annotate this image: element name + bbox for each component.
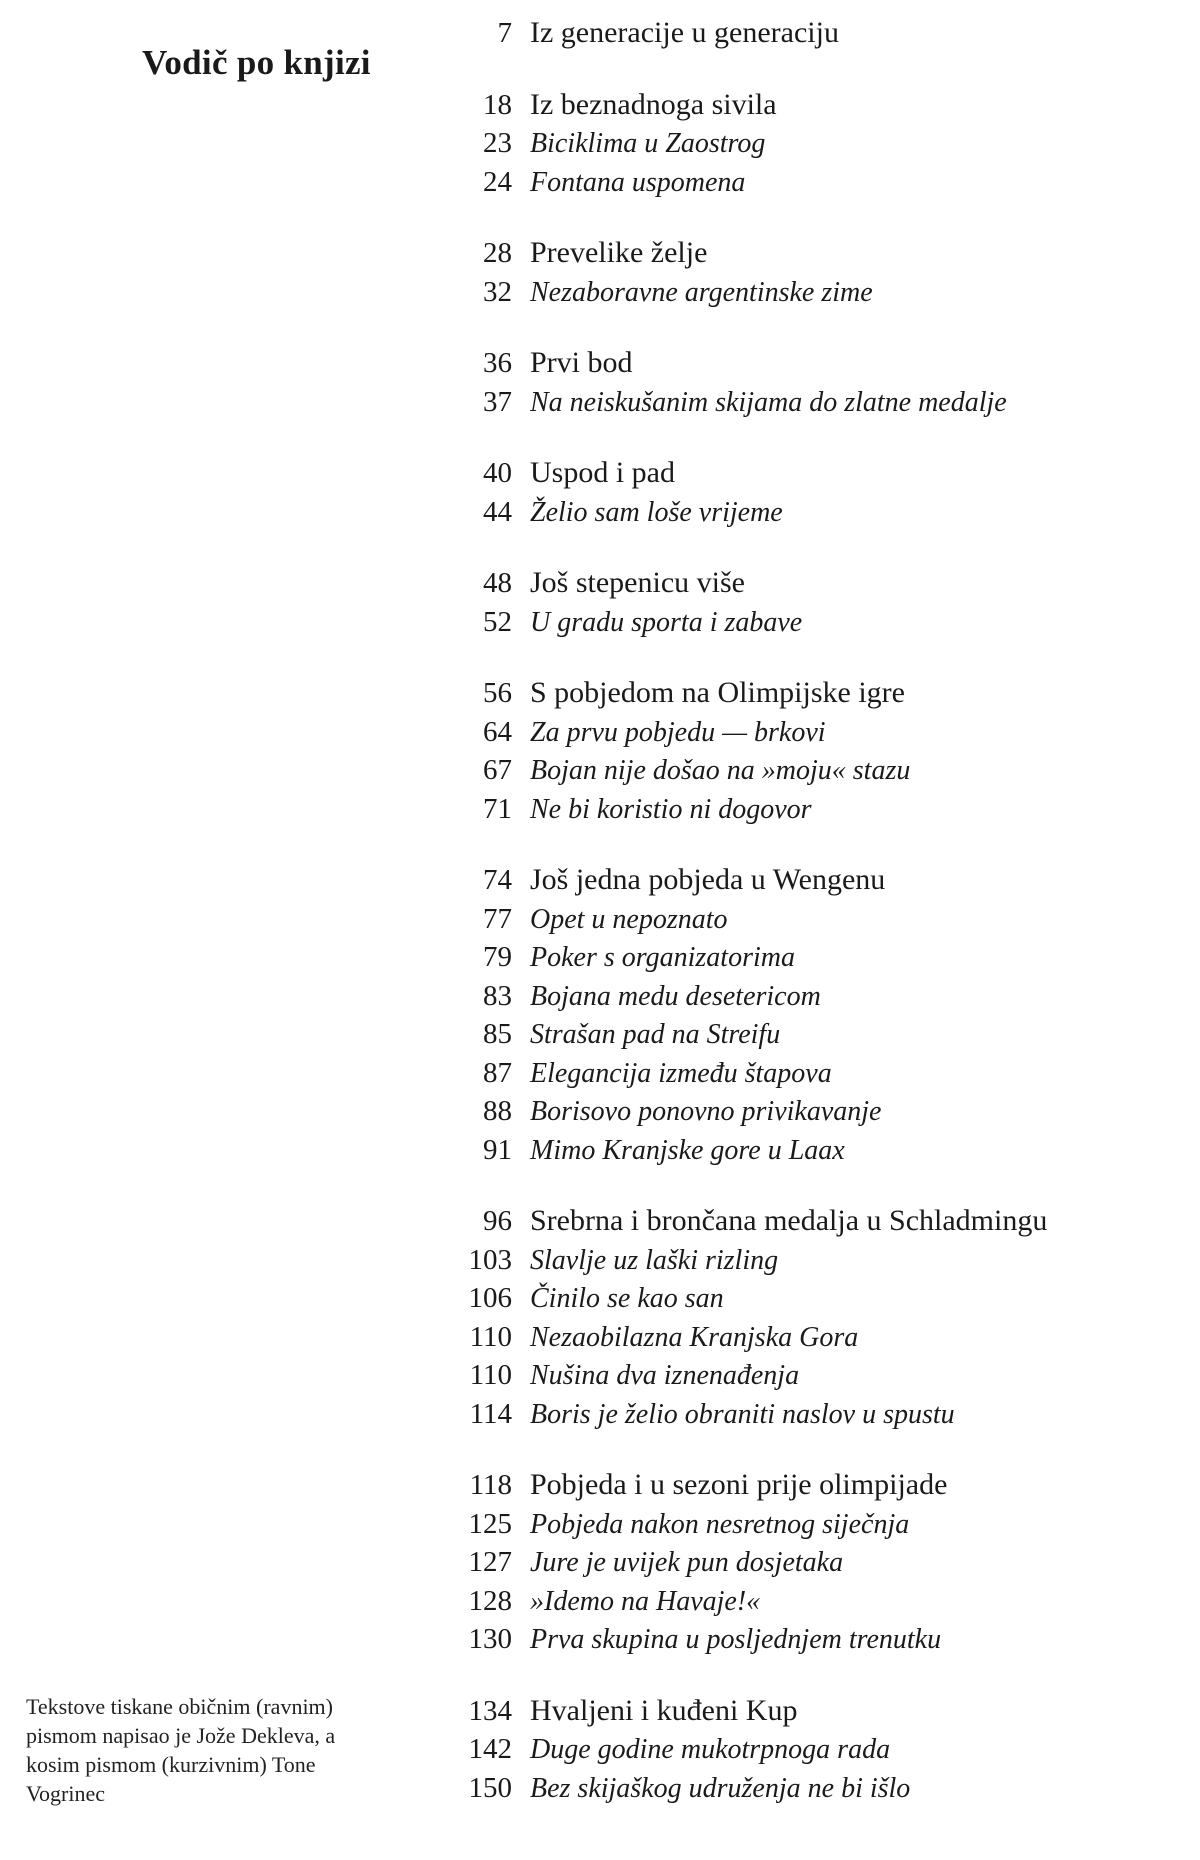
toc-group xyxy=(440,86,1180,202)
page-title: Vodič po knjizi xyxy=(142,43,371,83)
toc-entry xyxy=(440,1279,1180,1318)
toc-page-number: 103 xyxy=(468,1243,512,1276)
toc-entry xyxy=(440,900,1180,939)
toc-page-number: 67 xyxy=(483,754,512,786)
toc-entry-title: Strašan pad na Streifu xyxy=(530,1019,781,1050)
toc-entry-title: Bojana medu desetericom xyxy=(530,980,821,1012)
toc-entry-title: Elegancija između štapova xyxy=(530,1057,832,1089)
toc-entry xyxy=(440,86,1180,125)
toc-entry-title: Biciklima u Zaostrog xyxy=(530,128,766,159)
toc-page-number: 24 xyxy=(483,165,512,198)
toc-entry-title: Još jedna pobjeda u Wengenu xyxy=(530,863,886,896)
toc-entry xyxy=(440,564,1180,603)
toc-page-number: 127 xyxy=(468,1546,512,1578)
toc-page-number: 130 xyxy=(468,1623,512,1655)
toc-group xyxy=(440,454,1180,531)
toc-entry xyxy=(440,383,1180,422)
toc-entry xyxy=(440,1054,1180,1093)
toc-entry-title: Za prvu pobjedu — brkovi xyxy=(530,716,826,748)
toc-entry-title: Pobjeda i u sezoni prije olimpijade xyxy=(530,1468,948,1501)
toc-page-number: 150 xyxy=(468,1771,512,1804)
toc-group xyxy=(440,564,1180,641)
toc-entry-title: Hvaljeni i kuđeni Kup xyxy=(530,1693,798,1727)
toc-page-number: 23 xyxy=(483,127,512,159)
toc-entry xyxy=(440,1692,1180,1731)
toc-entry-title: Bez skijaškog udruženja ne bi išlo xyxy=(530,1772,911,1804)
toc-entry-title: Još stepenicu više xyxy=(530,566,745,599)
toc-entry xyxy=(440,1769,1180,1808)
toc-entry-title: Nušina dva iznenađenja xyxy=(530,1360,800,1391)
toc-entry-title: Činilo se kao san xyxy=(530,1283,724,1314)
toc-entry-title: S pobjedom na Olimpijske igre xyxy=(530,676,905,709)
toc-page-number: 79 xyxy=(483,941,512,973)
toc-entry-title: Ne bi koristio ni dogovor xyxy=(530,793,812,825)
toc-entry xyxy=(440,273,1180,312)
toc-entry xyxy=(440,1620,1180,1659)
toc-page-number: 74 xyxy=(483,864,512,896)
toc-group xyxy=(440,1466,1180,1659)
toc-entry xyxy=(440,1730,1180,1769)
toc-entry-title: »Idemo na Havaje!« xyxy=(530,1585,761,1617)
toc-entry xyxy=(440,713,1180,752)
toc-page-number: 125 xyxy=(468,1507,512,1540)
toc-entry-title: Prevelike želje xyxy=(530,236,708,269)
toc-entry xyxy=(440,14,1180,53)
toc-entry xyxy=(440,1318,1180,1357)
toc-page-number: 83 xyxy=(483,979,512,1012)
toc-page-number: 142 xyxy=(468,1733,512,1765)
toc-group xyxy=(440,1202,1180,1433)
toc-entry-title: Borisovo ponovno privikavanje xyxy=(530,1096,882,1127)
toc-entry xyxy=(440,124,1180,163)
toc-entry xyxy=(440,674,1180,713)
toc-page-number: 91 xyxy=(483,1133,512,1166)
credits-note xyxy=(26,1692,446,1808)
toc-page-number: 32 xyxy=(483,275,512,308)
toc-entry xyxy=(440,344,1180,383)
toc-page-number: 96 xyxy=(483,1205,512,1237)
toc-page-number: 64 xyxy=(483,715,512,748)
toc-page-number: 37 xyxy=(483,385,512,418)
toc-entry xyxy=(440,1582,1180,1621)
toc-page-number: 44 xyxy=(483,495,512,528)
toc-entry xyxy=(440,1395,1180,1434)
toc-page-number: 52 xyxy=(483,605,512,638)
toc-entry xyxy=(440,751,1180,790)
toc-page-number: 87 xyxy=(483,1056,512,1089)
toc-page-number: 28 xyxy=(483,237,512,269)
credits-line: pismom napisao je Jože Dekleva, a xyxy=(26,1723,336,1748)
credits-line: kosim pismom (kurzivnim) Tone xyxy=(26,1752,316,1777)
toc-entry-title: Bojan nije došao na »moju« stazu xyxy=(530,755,911,786)
toc-entry xyxy=(440,1466,1180,1505)
toc-group xyxy=(440,344,1180,421)
toc-entry-title: Duge godine mukotrpnoga rada xyxy=(530,1734,891,1765)
toc-group xyxy=(440,674,1180,828)
toc-group xyxy=(440,1692,1180,1808)
toc-entry xyxy=(440,977,1180,1016)
toc-page-number: 77 xyxy=(483,902,512,935)
toc-entry-title: Opet u nepoznato xyxy=(530,903,728,935)
toc-group xyxy=(440,14,1180,53)
table-of-contents xyxy=(440,14,1180,1840)
toc-page-number: 110 xyxy=(469,1359,512,1391)
toc-page-number: 85 xyxy=(483,1018,512,1050)
toc-entry-title: U gradu sporta i zabave xyxy=(530,606,803,638)
toc-page-number: 40 xyxy=(483,457,512,489)
toc-entry xyxy=(440,603,1180,642)
credits-line: Tekstove tiskane običnim (ravnim) xyxy=(26,1694,333,1719)
toc-entry xyxy=(440,938,1180,977)
toc-entry-title: Prva skupina u posljednjem trenutku xyxy=(530,1624,942,1655)
toc-page-number: 88 xyxy=(483,1095,512,1127)
toc-page-number: 18 xyxy=(483,88,512,121)
toc-entry xyxy=(440,1015,1180,1054)
toc-entry-title: Pobjeda nakon nesretnog siječnja xyxy=(530,1508,910,1540)
toc-entry xyxy=(440,1543,1180,1582)
toc-page-number: 134 xyxy=(468,1694,512,1727)
toc-entry xyxy=(440,1241,1180,1280)
toc-entry-title: Uspod i pad xyxy=(530,456,675,489)
toc-entry-title: Jure je uvijek pun dosjetaka xyxy=(530,1547,844,1578)
toc-group xyxy=(440,861,1180,1169)
toc-page-number: 128 xyxy=(468,1584,512,1617)
toc-entry xyxy=(440,861,1180,900)
toc-page-number: 36 xyxy=(483,347,512,379)
toc-page-number: 48 xyxy=(483,567,512,599)
toc-page-number: 71 xyxy=(483,792,512,825)
toc-page-number: 114 xyxy=(469,1397,512,1430)
toc-page-number: 56 xyxy=(483,677,512,709)
toc-entry xyxy=(440,1505,1180,1544)
toc-page-number: 106 xyxy=(468,1282,512,1314)
toc-entry-title: Na neiskušanim skijama do zlatne medalje xyxy=(530,386,1007,418)
toc-entry-title: Mimo Kranjske gore u Laax xyxy=(530,1134,845,1166)
credits-line: Vogrinec xyxy=(26,1781,106,1806)
toc-entry-title: Slavlje uz laški rizling xyxy=(530,1244,779,1276)
toc-entry xyxy=(440,790,1180,829)
toc-entry xyxy=(440,493,1180,532)
toc-entry-title: Srebrna i brončana medalja u Schladmingu xyxy=(530,1204,1048,1237)
toc-page-number: 7 xyxy=(497,17,512,49)
toc-group xyxy=(440,234,1180,311)
toc-entry-title: Fontana uspomena xyxy=(530,166,746,198)
toc-entry xyxy=(440,1356,1180,1395)
toc-entry-title: Iz beznadnoga sivila xyxy=(530,87,777,121)
toc-entry xyxy=(440,1092,1180,1131)
toc-entry-title: Poker s organizatorima xyxy=(530,942,795,973)
toc-page-number: 110 xyxy=(469,1320,512,1353)
toc-entry-title: Prvi bod xyxy=(530,346,633,379)
toc-entry xyxy=(440,163,1180,202)
toc-entry-title: Nezaboravne argentinske zime xyxy=(530,276,873,308)
toc-entry-title: Iz generacije u generaciju xyxy=(530,16,839,49)
toc-page-number: 118 xyxy=(469,1469,512,1501)
toc-entry xyxy=(440,1131,1180,1170)
toc-entry-title: Nezaobilazna Kranjska Gora xyxy=(530,1321,859,1353)
toc-entry-title: Želio sam loše vrijeme xyxy=(530,496,783,528)
toc-entry xyxy=(440,454,1180,493)
toc-entry xyxy=(440,234,1180,273)
toc-entry xyxy=(440,1202,1180,1241)
toc-entry-title: Boris je želio obraniti naslov u spustu xyxy=(530,1398,955,1430)
